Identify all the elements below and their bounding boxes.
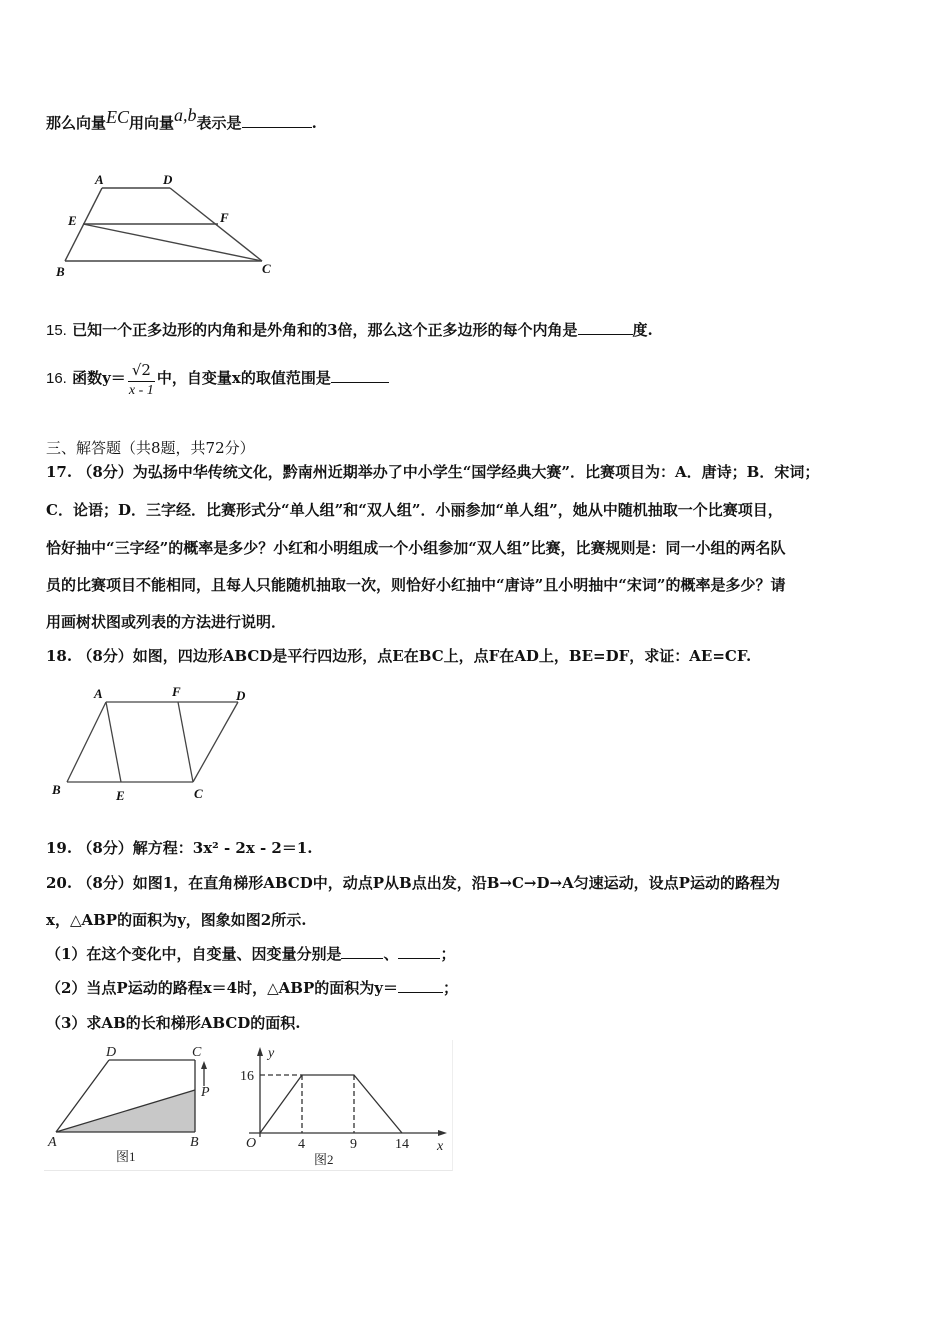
blank-1 <box>341 944 383 959</box>
q15-end: 度. <box>632 321 653 339</box>
q20-sub1-text: （1）在这个变化中，自变量、因变量分别是 <box>46 945 342 963</box>
label-d: D <box>106 1045 117 1060</box>
question-19 <box>46 838 313 858</box>
fraction-numerator: √2 <box>128 359 155 382</box>
q16-blank <box>331 368 389 383</box>
label-c: C <box>194 786 203 801</box>
q17-line-5: 用画树状图或列表的方法进行说明． <box>46 613 287 631</box>
fraction-denominator: x - 1 <box>128 382 154 398</box>
label-d: D <box>163 172 173 187</box>
label-c: C <box>192 1045 202 1060</box>
q15-blank <box>578 320 633 335</box>
label-e: E <box>116 788 125 803</box>
q14-text-after: 表示是 <box>196 114 242 132</box>
q17-line-1: 17. （8分）为弘扬中华传统文化，黔南州近期举办了中小学生“国学经典大赛”．比赛项目为：A．唐诗；B．宋词； <box>46 463 820 481</box>
q17-line-2: C．论语；D．三字经．比赛形式分“单人组”和“双人组”．小丽参加“单人组”，她从中随机抽取一个比赛项目， <box>46 501 783 519</box>
label-e: E <box>68 213 77 228</box>
section-3-title: 三、解答题（共8题，共72分） <box>46 439 255 457</box>
q20-sub-3: （3）求AB的长和梯形ABCD的面积. <box>46 1014 301 1032</box>
trapezoid-diagram <box>50 168 290 283</box>
q20-line-1: 20. （8分）如图1，在直角梯形ABCD中，动点P从B点出发，沿B→C→D→A匀速运动，设点P运动的路程为 <box>46 874 780 892</box>
fig1-trapezoid <box>47 1045 210 1164</box>
q17-line-4: 员的比赛项目不能相同，且每人只能随机抽取一次，则恰好小红抽中“唐诗”且小明抽中“宋词”的概率是多少？请 <box>46 576 786 594</box>
q16-text-before: 函数y＝ <box>72 369 126 387</box>
q14-tail-line <box>46 105 317 133</box>
q20-figures <box>44 1040 453 1171</box>
label-f: F <box>220 210 229 225</box>
q20-sub-2 <box>46 978 458 998</box>
q20-sub1-end: ； <box>440 945 456 963</box>
fig1-caption: 图1 <box>116 1149 136 1164</box>
label-c: C <box>262 261 271 276</box>
q17-line-3: 恰好抽中“三字经”的概率是多少？小红和小明组成一个小组参加“双人组”比赛，比赛规则是：同一小组的两名队 <box>46 539 786 557</box>
label-a: A <box>94 686 103 701</box>
question-16 <box>46 356 389 401</box>
vector-ec: EC <box>106 107 130 127</box>
q15-text: 已知一个正多边形的内角和是外角和的3倍，那么这个正多边形的每个内角是 <box>72 321 578 339</box>
answer-blank <box>242 113 312 128</box>
question-15 <box>46 320 653 341</box>
q20-diagrams <box>44 1040 452 1170</box>
x-axis-label: x <box>437 1139 444 1154</box>
q19-equation: 3x² - 2x - 2＝1. <box>192 839 313 857</box>
blank-2 <box>398 944 440 959</box>
fraction <box>128 359 155 400</box>
fig2-graph <box>240 1046 447 1167</box>
label-f: F <box>172 684 181 699</box>
q14-text-before: 那么向量 <box>46 114 107 132</box>
label-a: A <box>48 1135 57 1150</box>
y-axis-label: y <box>268 1046 275 1061</box>
blank-3 <box>398 978 443 993</box>
x-tick-4: 4 <box>298 1137 305 1152</box>
label-b: B <box>56 264 65 279</box>
label-b: B <box>190 1135 199 1150</box>
q16-number: 16. <box>46 370 67 387</box>
q20-sub1-sep: 、 <box>383 945 399 963</box>
label-p: P <box>201 1085 210 1100</box>
q20-line-2: x，△ABP的面积为y，图象如图2所示. <box>46 911 307 929</box>
y-tick-16: 16 <box>240 1069 254 1084</box>
fig2-caption: 图2 <box>314 1152 334 1167</box>
figure-parallelogram <box>50 682 260 807</box>
figure-trapezoid-aefd <box>50 168 290 283</box>
parallelogram-diagram <box>50 682 260 807</box>
q16-text-after: 中，自变量x的取值范围是 <box>156 369 331 387</box>
q20-sub-1 <box>46 944 455 964</box>
q14-text-mid: 用向量 <box>129 114 175 132</box>
q15-number: 15. <box>46 322 67 339</box>
label-d: D <box>236 688 246 703</box>
origin-label: O <box>246 1136 257 1151</box>
x-tick-14: 14 <box>395 1137 409 1152</box>
label-b: B <box>52 782 61 797</box>
vector-ab: a,b <box>174 105 197 125</box>
q14-end: . <box>311 114 317 132</box>
q19-prefix: 19. （8分）解方程： <box>46 839 193 857</box>
x-tick-9: 9 <box>350 1137 357 1152</box>
question-18: 18. （8分）如图，四边形ABCD是平行四边形，点E在BC上，点F在AD上，BE=DF，求证：AE=CF. <box>46 647 752 665</box>
q20-sub2-end: ； <box>442 979 458 997</box>
label-a: A <box>95 172 104 187</box>
q20-sub2-text: （2）当点P运动的路程x＝4时，△ABP的面积为y＝ <box>46 979 398 997</box>
